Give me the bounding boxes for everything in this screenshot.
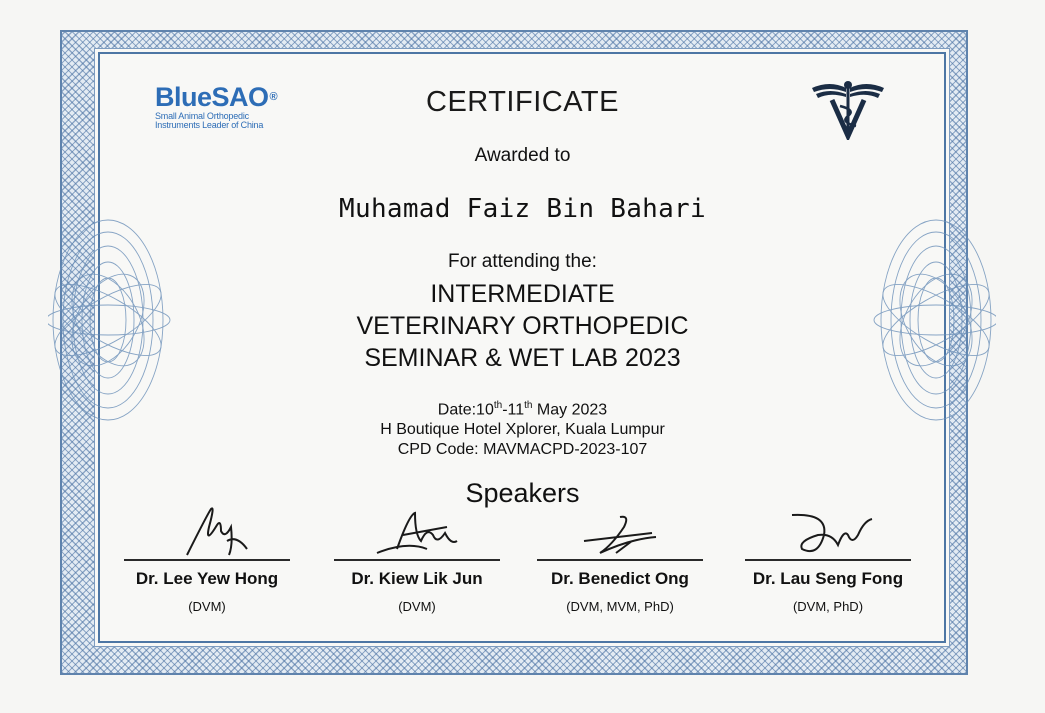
speakers-heading: Speakers — [465, 478, 580, 508]
certificate-title: CERTIFICATE — [426, 86, 619, 118]
speaker-lau-seng-fong — [733, 505, 923, 614]
recipient-name: Muhamad Faiz Bin Bahari — [339, 194, 706, 224]
event-venue: H Boutique Hotel Xplorer, Kuala Lumpur — [380, 421, 665, 439]
signature-ong — [560, 505, 680, 557]
speaker-credentials: (DVM, PhD) — [792, 599, 864, 614]
course-title — [0, 278, 1045, 374]
logo-brand: BlueSAO — [155, 82, 269, 112]
attending-label: For attending the: — [448, 251, 597, 272]
event-date: Date:10th-11th May 2023 — [437, 400, 608, 419]
speaker-lee-yew-hong — [112, 505, 302, 614]
course-title-line2: VETERINARY ORTHOPEDIC — [356, 312, 689, 340]
logo-registered-mark: ® — [269, 91, 278, 103]
logo-tagline-line1: Small Animal Orthopedic — [155, 111, 249, 121]
signature-line — [334, 559, 500, 561]
speaker-name: Dr. Lee Yew Hong — [135, 569, 279, 588]
event-details — [0, 396, 1045, 460]
signature-line — [537, 559, 703, 561]
signature-lau — [768, 505, 888, 557]
speaker-benedict-ong — [525, 505, 715, 614]
speaker-credentials: (DVM, MVM, PhD) — [566, 599, 674, 614]
course-title-line1: INTERMEDIATE — [430, 280, 615, 308]
speaker-kiew-lik-jun — [322, 505, 512, 614]
speaker-name: Dr. Lau Seng Fong — [752, 569, 904, 588]
signature-lee — [147, 505, 267, 557]
signature-line — [124, 559, 290, 561]
cpd-code: CPD Code: MAVMACPD-2023-107 — [397, 441, 648, 459]
signature-line — [745, 559, 911, 561]
awarded-to-label: Awarded to — [474, 145, 571, 166]
speaker-credentials: (DVM) — [398, 599, 436, 614]
speaker-credentials: (DVM) — [188, 599, 226, 614]
logo-tagline-line2: Instruments Leader of China — [155, 120, 264, 130]
signature-kiew — [357, 505, 477, 557]
speaker-name: Dr. Benedict Ong — [551, 569, 689, 588]
speaker-name: Dr. Kiew Lik Jun — [351, 569, 483, 588]
course-title-line3: SEMINAR & WET LAB 2023 — [364, 344, 681, 372]
